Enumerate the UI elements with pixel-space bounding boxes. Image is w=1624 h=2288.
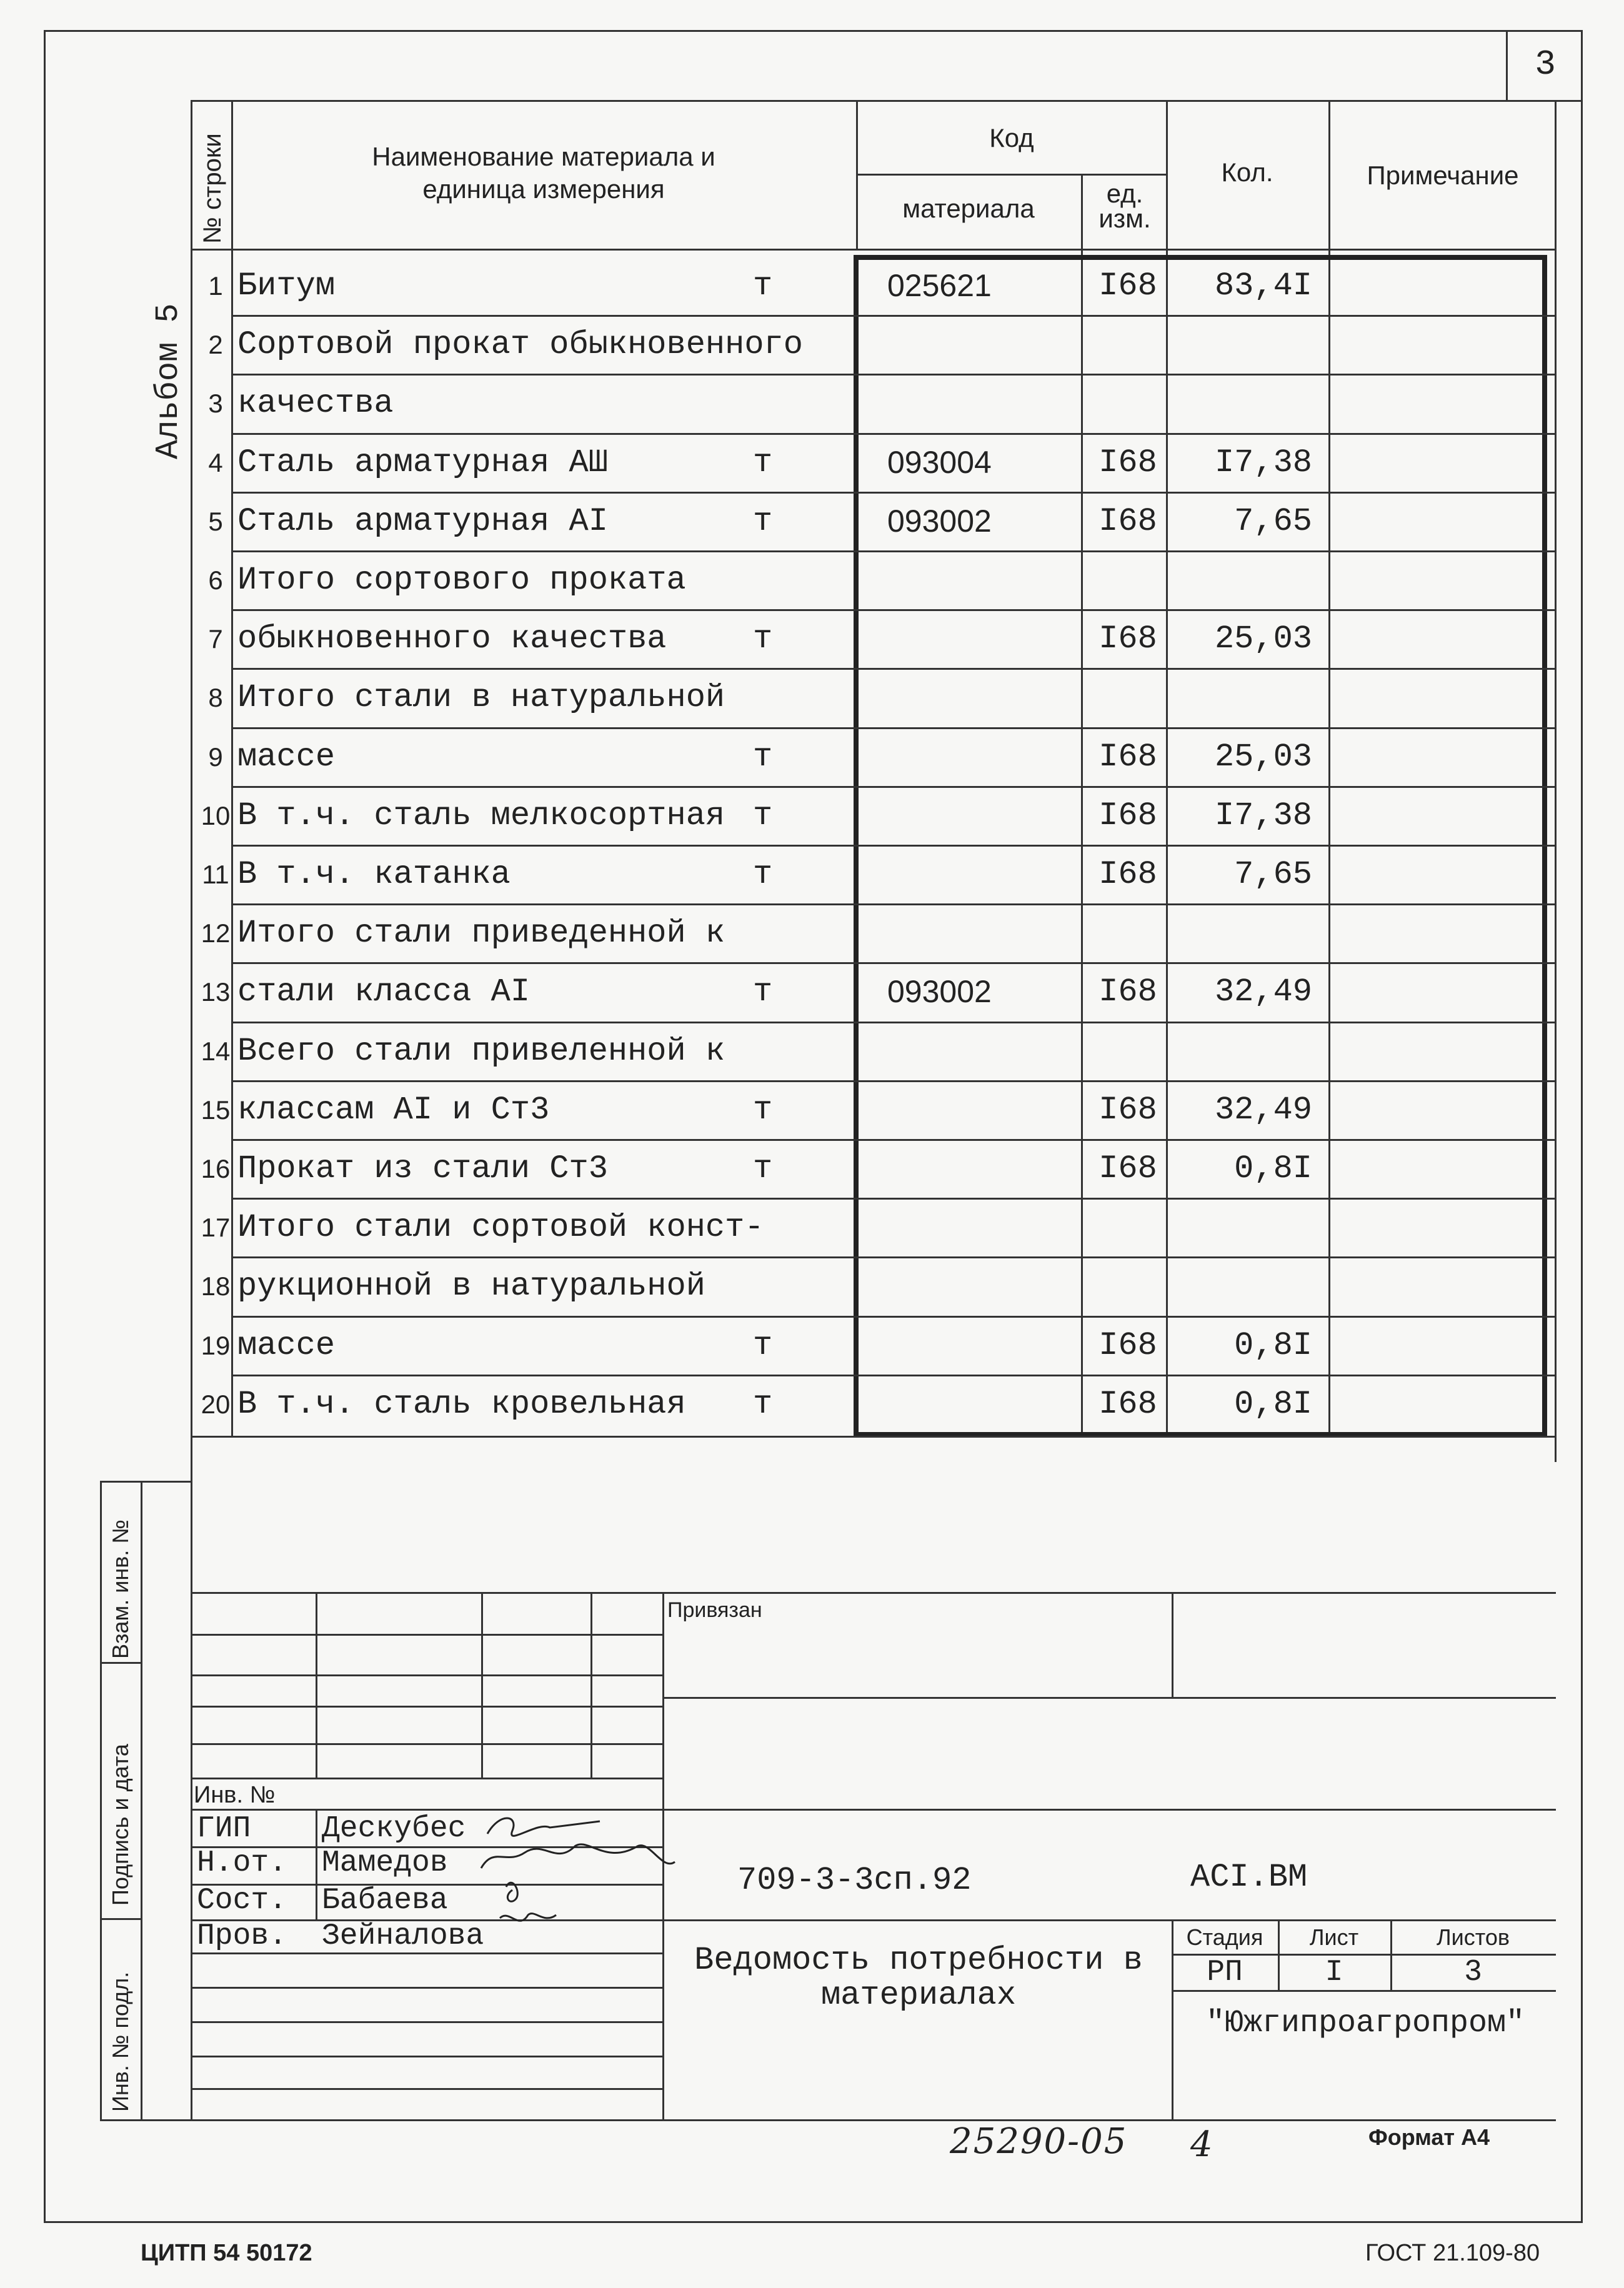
row-name: В т.ч. сталь мелкосортная bbox=[237, 797, 725, 834]
row-number: 10 bbox=[201, 800, 231, 830]
row-material-code: 025621 bbox=[887, 268, 992, 303]
row-number: 14 bbox=[201, 1036, 231, 1066]
row-name: Итого стали в натуральной bbox=[237, 679, 725, 717]
row-name: рукционной в натуральной bbox=[237, 1268, 705, 1305]
page-number: 3 bbox=[1506, 30, 1583, 102]
sheets-value: 3 bbox=[1464, 1956, 1482, 1989]
doc-mark: АСI.ВМ bbox=[1190, 1859, 1308, 1896]
row-name: обыкновенного качества bbox=[237, 620, 667, 658]
row-unit-code: I68 bbox=[1098, 1150, 1157, 1187]
signatures bbox=[475, 1809, 725, 1971]
row-number: 16 bbox=[201, 1154, 231, 1183]
organization: "Южгипроагропром" bbox=[1205, 2006, 1525, 2041]
row-number: 4 bbox=[208, 447, 223, 477]
row-quantity: 7,65 bbox=[1234, 502, 1312, 540]
row-unit-symbol: т bbox=[753, 1326, 773, 1364]
header-note: Примечание bbox=[1367, 161, 1519, 190]
row-unit-code: I68 bbox=[1098, 856, 1157, 893]
stamp-role: Н.от. bbox=[197, 1846, 287, 1880]
row-unit-symbol: т bbox=[753, 797, 773, 834]
row-material-code: 093002 bbox=[887, 503, 992, 539]
label-inv-podl: Инв. № подл. bbox=[107, 1971, 133, 2112]
row-material-code: 093002 bbox=[887, 974, 992, 1010]
row-quantity: 0,8I bbox=[1234, 1326, 1312, 1364]
row-unit-symbol: т bbox=[753, 738, 773, 775]
doc-title: Ведомость потребности в материалах bbox=[694, 1942, 1143, 2014]
row-name: Сталь арматурная АI bbox=[237, 502, 608, 540]
privyazan-label: Привязан bbox=[667, 1598, 762, 1622]
row-name: стали класса АI bbox=[237, 973, 531, 1011]
row-unit-code: I68 bbox=[1098, 738, 1157, 775]
row-quantity: 25,03 bbox=[1214, 620, 1312, 658]
row-name: массе bbox=[237, 738, 336, 775]
row-unit-code: I68 bbox=[1098, 1385, 1157, 1423]
row-unit-code: I68 bbox=[1098, 1091, 1157, 1128]
row-unit-code: I68 bbox=[1098, 797, 1157, 834]
stamp-role: ГИП bbox=[197, 1812, 251, 1846]
row-number: 3 bbox=[208, 389, 223, 419]
handwritten-number: 25290-05 bbox=[950, 2121, 1128, 2162]
row-number: 19 bbox=[201, 1330, 231, 1360]
row-name: Итого стали приведенной к bbox=[237, 915, 725, 952]
row-quantity: I7,38 bbox=[1214, 444, 1312, 481]
footer-left-code: ЦИТП 54 50172 bbox=[141, 2240, 312, 2266]
sheet-label: Лист bbox=[1309, 1924, 1359, 1950]
row-unit-code: I68 bbox=[1098, 620, 1157, 658]
row-quantity: 25,03 bbox=[1214, 738, 1312, 775]
row-name: классам АI и Ст3 bbox=[237, 1091, 550, 1128]
stamp-role: Пров. bbox=[197, 1919, 287, 1953]
row-unit-code: I68 bbox=[1098, 973, 1157, 1011]
row-unit-symbol: т bbox=[753, 502, 773, 540]
footer-gost: ГОСТ 21.109-80 bbox=[1365, 2240, 1540, 2266]
header-row-no: № строки bbox=[199, 133, 226, 244]
label-vzam-inv: Взам. инв. № bbox=[107, 1519, 133, 1659]
row-unit-symbol: т bbox=[753, 444, 773, 481]
stamp-role: Сост. bbox=[197, 1884, 287, 1917]
row-unit-symbol: т bbox=[753, 267, 773, 304]
stamp-person-name: Дескубес bbox=[322, 1812, 466, 1846]
stage-label: Стадия bbox=[1186, 1924, 1263, 1950]
row-unit-code: I68 bbox=[1098, 267, 1157, 304]
row-number: 12 bbox=[201, 918, 231, 948]
row-unit-code: I68 bbox=[1098, 1326, 1157, 1364]
row-name: качества bbox=[237, 385, 394, 422]
row-number: 20 bbox=[201, 1389, 231, 1419]
row-name: массе bbox=[237, 1326, 336, 1364]
stamp-person-name: Зейналова bbox=[322, 1919, 484, 1953]
row-quantity: 32,49 bbox=[1214, 1091, 1312, 1128]
row-name: В т.ч. катанка bbox=[237, 856, 511, 893]
format-label: Формат А4 bbox=[1368, 2124, 1490, 2150]
doc-code: 709-3-3сп.92 bbox=[737, 1862, 972, 1899]
header-qty: Кол. bbox=[1221, 157, 1273, 187]
row-number: 1 bbox=[208, 271, 223, 301]
row-quantity: 7,65 bbox=[1234, 856, 1312, 893]
header-name: Наименование материала и единица измерения bbox=[372, 142, 715, 204]
row-unit-code: I68 bbox=[1098, 502, 1157, 540]
row-quantity: 0,8I bbox=[1234, 1150, 1312, 1187]
row-unit-code: I68 bbox=[1098, 444, 1157, 481]
header-code: Код bbox=[989, 123, 1034, 152]
row-name: Прокат из стали Ст3 bbox=[237, 1150, 608, 1187]
row-unit-symbol: т bbox=[753, 973, 773, 1011]
row-name: В т.ч. сталь кровельная bbox=[237, 1385, 686, 1423]
row-number: 8 bbox=[208, 683, 223, 713]
row-unit-symbol: т bbox=[753, 1385, 773, 1423]
row-number: 5 bbox=[208, 506, 223, 536]
stamp-person-name: Мамедов bbox=[322, 1846, 448, 1880]
row-name: Итого сортового проката bbox=[237, 562, 686, 599]
album-label: Альбом 5 bbox=[150, 303, 187, 459]
row-number: 17 bbox=[201, 1213, 231, 1243]
label-podpis-data: Подпись и дата bbox=[107, 1744, 133, 1906]
sheets-label: Листов bbox=[1437, 1924, 1510, 1950]
row-unit-symbol: т bbox=[753, 1150, 773, 1187]
handwritten-extra: 4 bbox=[1190, 2124, 1213, 2165]
row-quantity: I7,38 bbox=[1214, 797, 1312, 834]
stamp-person-name: Бабаева bbox=[322, 1884, 448, 1917]
row-material-code: 093004 bbox=[887, 444, 992, 480]
header-unit: ед. изм. bbox=[1098, 179, 1151, 233]
row-unit-symbol: т bbox=[753, 1091, 773, 1128]
row-name: Битум bbox=[237, 267, 336, 304]
row-number: 7 bbox=[208, 624, 223, 654]
row-number: 11 bbox=[202, 860, 229, 889]
row-number: 2 bbox=[208, 330, 223, 360]
row-name: Сталь арматурная АШ bbox=[237, 444, 608, 481]
row-number: 18 bbox=[201, 1271, 231, 1301]
row-name: Итого стали сортовой конст- bbox=[237, 1209, 764, 1246]
row-unit-symbol: т bbox=[753, 620, 773, 658]
header-material: материала bbox=[902, 194, 1035, 223]
row-number: 9 bbox=[208, 742, 223, 772]
row-quantity: 0,8I bbox=[1234, 1385, 1312, 1423]
row-number: 15 bbox=[201, 1095, 231, 1125]
sheet-value: I bbox=[1325, 1956, 1343, 1989]
stage-value: РП bbox=[1207, 1956, 1243, 1989]
row-quantity: 83,4I bbox=[1214, 267, 1312, 304]
row-quantity: 32,49 bbox=[1214, 973, 1312, 1011]
inv-no-label: Инв. № bbox=[194, 1782, 276, 1808]
row-name: Сортовой прокат обыкновенного bbox=[237, 326, 803, 364]
row-unit-symbol: т bbox=[753, 856, 773, 893]
row-number: 13 bbox=[201, 977, 231, 1007]
row-number: 6 bbox=[208, 565, 223, 595]
row-name: Всего стали привеленной к bbox=[237, 1032, 725, 1070]
